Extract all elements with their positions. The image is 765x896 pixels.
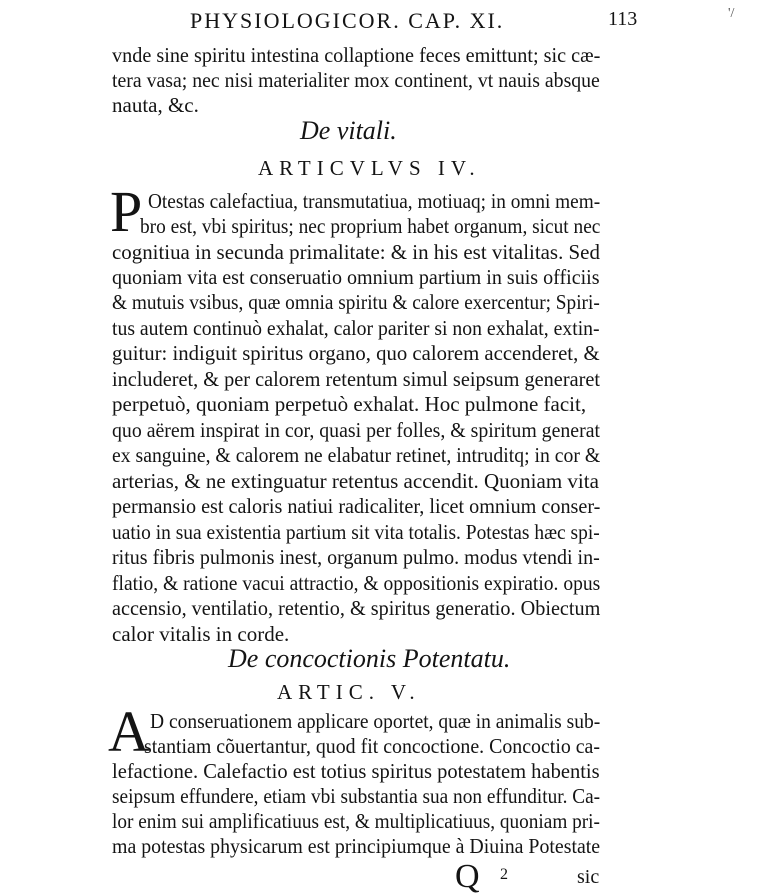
section-title: De vitali. <box>300 116 397 145</box>
text-line: flatio, & ratione vacui attractio, & oppositionis expiratio. opus <box>112 571 601 595</box>
text-line: tus autem continuò exhalat, calor pariter si non exhalat, extin- <box>112 316 600 340</box>
text-line: permansio est caloris natiui radicaliter, licet omnium conser- <box>112 494 601 518</box>
text-line: tera vasa; nec nisi materialiter mox continent, vt nauis absque <box>112 68 600 92</box>
running-title: PHYSIOLOGICOR. CAP. XI. <box>190 8 505 33</box>
text-line: perpetuò, quoniam perpetuò exhalat. Hoc pulmone facit, <box>112 392 587 416</box>
article-heading: ARTIC. V. <box>277 680 421 704</box>
edge-mark: '/ <box>728 6 735 21</box>
text-line: ritus fibris pulmonis inest, organum pulmo. modus vtendi in- <box>112 545 600 569</box>
signature-mark: Q <box>455 858 480 895</box>
text-line: guitur: indiguit spiritus organo, quo calorem accenderet, & <box>112 341 600 365</box>
text-line: seipsum effundere, etiam vbi substantia sua non effunditur. Ca- <box>112 784 601 808</box>
text-line: includeret, & per calorem retentum simul seipsum generaret <box>112 367 600 391</box>
text-line: ex sanguine, & calorem ne elabatur retinet, intruditq; in cor & <box>112 443 601 467</box>
drop-cap: P <box>110 179 143 244</box>
section-title: De concoctionis Potentatu. <box>228 644 511 673</box>
text-line: & mutuis vsibus, quæ omnia spiritu & calore exercentur; Spiri- <box>112 290 600 314</box>
article-heading: ARTICVLVS IV. <box>258 156 481 180</box>
text-line: bro est, vbi spiritus; nec proprium habet organum, sicut nec <box>140 214 601 238</box>
text-line: quoniam vita est conseruatio omnium partium in suis officiis <box>112 265 600 289</box>
text-line: D conseruationem applicare oportet, quæ in animalis sub- <box>150 709 601 733</box>
text-line: arterias, & ne extinguatur retentus accendit. Quoniam vita <box>112 469 599 493</box>
text-line: uatio in sua existentia partium sit vita totalis. Potestas hæc spi- <box>112 520 600 544</box>
page-number: 113 <box>608 8 638 30</box>
text-line: calor vitalis in corde. <box>112 622 290 646</box>
text-line: quo aërem inspirat in cor, quasi per folles, & spiritum generat <box>112 418 601 442</box>
text-line: ma potestas physicarum est principiumque à Diuina Potestate <box>112 834 601 858</box>
text-line: lor enim sui amplificatiuus est, & multiplicatiuus, quoniam pri- <box>112 809 600 833</box>
text-line: accensio, ventilatio, retentio, & spiritus generatio. Obiectum <box>112 596 601 620</box>
text-line: nauta, &c. <box>112 93 199 117</box>
text-line: lefactione. Calefactio est totius spiritus potestatem habentis <box>112 759 600 783</box>
text-line: stantiam cõuertantur, quod fit concoctione. Concoctio ca- <box>144 734 600 758</box>
drop-cap: A <box>108 699 150 764</box>
text-line: Otestas calefactiua, transmutatiua, motiuaq; in omni mem- <box>148 189 601 213</box>
text-line: cognitiua in secunda primalitate: & in his est vitalitas. Sed <box>112 240 600 264</box>
text-line: vnde sine spiritu intestina collaptione feces emittunt; sic cæ- <box>112 43 601 67</box>
catchword: sic <box>577 866 600 888</box>
signature-number: 2 <box>500 866 508 883</box>
